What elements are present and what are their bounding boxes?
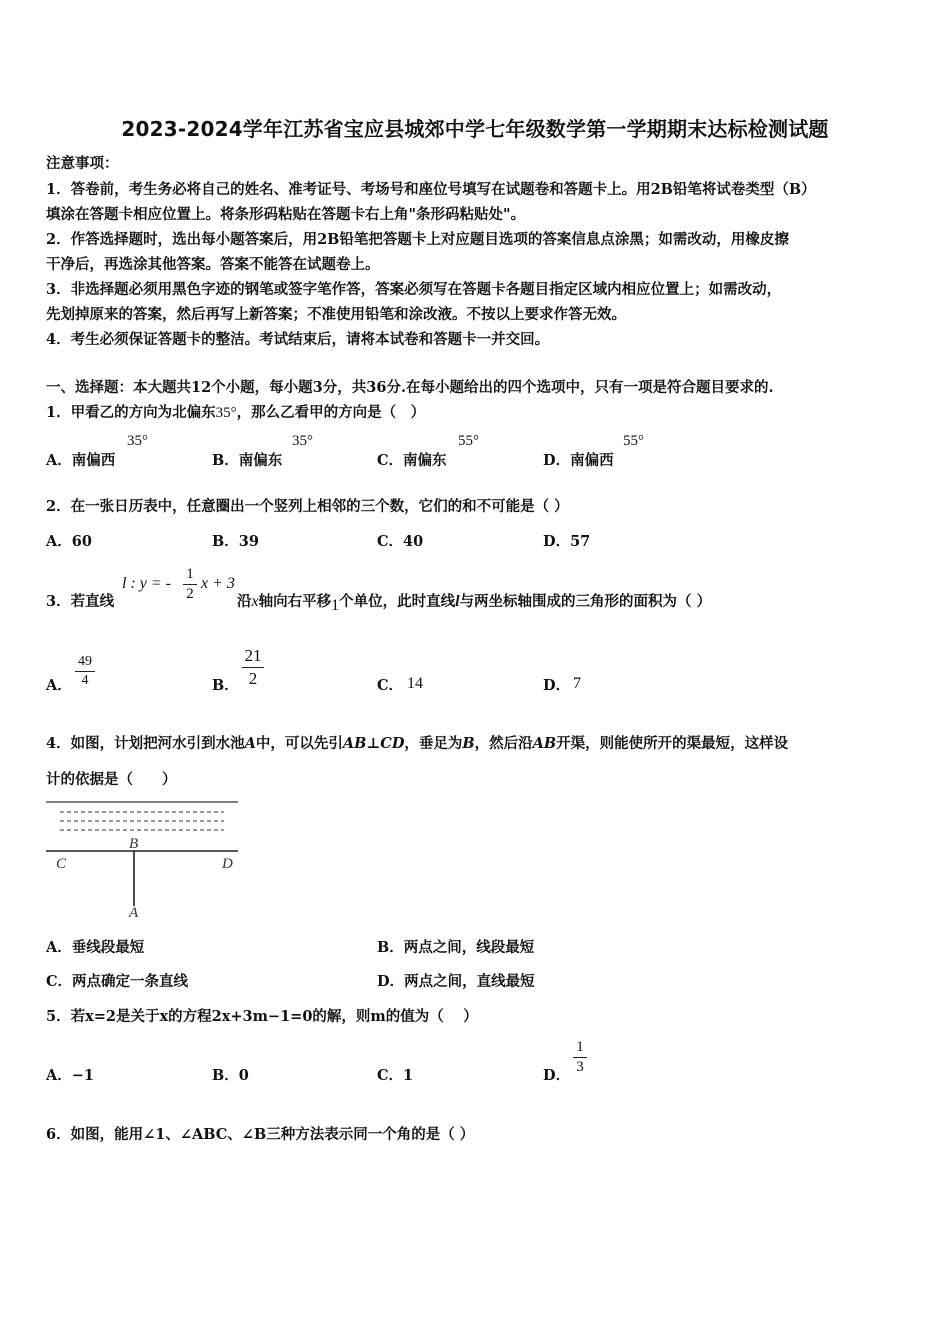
question-1-stem (46, 401, 425, 422)
q5-d-denominator: 3 (576, 1059, 584, 1075)
notice-heading: 注意事项： (46, 155, 119, 172)
q4-text: 开渠，则能使所开的渠最短，这样设 (556, 735, 789, 752)
fraction-bar (75, 671, 95, 672)
q5-option-d: D． (543, 1067, 571, 1084)
q5-option-d-fraction (573, 1039, 587, 1076)
q3-equation-left: l : y = - (122, 575, 171, 592)
q4-text: 中，可以先引 (255, 735, 343, 752)
q1-option-a: A．南偏西 (46, 452, 116, 469)
q4-option-a: A．垂线段最短 (46, 939, 145, 956)
q2-option-c: C．40 (377, 533, 424, 550)
q1-stem-degree: 35° (215, 405, 237, 421)
q4-var-a: A (244, 735, 256, 752)
q2-option-b: B．39 (212, 533, 259, 550)
label-d: D (222, 856, 233, 872)
q5-option-b: B．0 (212, 1067, 249, 1084)
q2-option-d: D．57 (543, 533, 591, 550)
q3-fraction-numerator: 1 (186, 566, 194, 582)
q1-option-d: D．南偏西 (543, 452, 614, 469)
fraction-bar (573, 1057, 587, 1058)
q3-text: 沿 (237, 593, 252, 610)
q3-shift-amount: 1 (331, 597, 340, 614)
q4-option-c: C．两点确定一条直线 (46, 973, 189, 990)
q3-stem-rest (237, 590, 712, 614)
q1-option-b-degree: 35° (292, 433, 313, 449)
question-6-stem: 6．如图，能用∠1、∠ABC、∠B三种方法表示同一个角的是（ ） (46, 1126, 475, 1143)
question-2-stem: 2．在一张日历表中，任意圈出一个竖列上相邻的三个数，它们的和不可能是（ ） (46, 498, 569, 515)
q3-option-c-value: 14 (407, 675, 423, 692)
label-a: A (129, 905, 139, 920)
q4-river-figure (44, 798, 240, 920)
q3-text: 个单位，此时直线 (339, 593, 456, 610)
notice-line: 3．非选择题必须用黑色字迹的钢笔或签字笔作答，答案必须写在答题卡各题目指定区域内相应位置上；如需改动， (46, 281, 782, 298)
q3-text: 轴向右平移 (258, 593, 332, 610)
q3-option-a: A． (46, 677, 72, 694)
q4-option-d: D．两点之间，直线最短 (377, 973, 535, 990)
q1-option-c-degree: 55° (458, 433, 479, 449)
q3-text: 与两坐标轴围成的三角形的面积为（ ） (459, 593, 712, 610)
q4-option-b: B．两点之间，线段最短 (377, 939, 535, 956)
notice-line: 填涂在答题卡相应位置上。将条形码粘贴在答题卡右上角"条形码粘贴处"。 (46, 206, 526, 223)
q4-var-ab: AB (532, 735, 557, 752)
notice-line: 先划掉原来的答案，然后再写上新答案；不准使用铅笔和涂改液。不按以上要求作答无效。 (46, 306, 626, 323)
q5-option-a: A．−1 (46, 1067, 94, 1084)
q3-b-denominator: 2 (248, 669, 258, 688)
section-heading: 一、选择题：本大题共12个小题，每小题3分，共36分.在每小题给出的四个选项中，只有一项是符合题目要求的. (46, 379, 774, 396)
q3-option-c: C． (377, 677, 404, 694)
notice-line: 4．考生必须保证答题卡的整洁。考试结束后，请将本试卷和答题卡一并交回。 (46, 331, 550, 348)
fraction-bar (183, 584, 197, 585)
q3-option-b-fraction (242, 646, 264, 689)
q3-equation-fraction (183, 566, 197, 603)
q4-perpendicular: AB⊥CD (342, 735, 405, 752)
q4-var-b: B (462, 735, 475, 752)
q1-stem-text-2: ，那么乙看甲的方向是（ ） (236, 404, 426, 421)
q1-stem-text: 1．甲看乙的方向为北偏东 (46, 404, 216, 421)
q3-var-x: x (251, 593, 259, 610)
q1-option-d-degree: 55° (623, 433, 644, 449)
q3-equation-right: x + 3 (201, 575, 235, 592)
q3-var-l: l (455, 593, 460, 610)
notice-line: 干净后，再选涂其他答案。答案不能答在试题卷上。 (46, 256, 380, 273)
label-c: C (56, 856, 67, 872)
q5-d-numerator: 1 (576, 1039, 584, 1055)
q3-option-a-fraction (75, 654, 95, 689)
notice-line: 1．答卷前，考生务必将自己的姓名、准考证号、考场号和座位号填写在试题卷和答题卡上。用2B铅笔将试卷类型（B） (46, 181, 816, 198)
q3-fraction-denominator: 2 (186, 586, 194, 602)
label-b: B (129, 836, 139, 852)
page-title: 2023-2024学年江苏省宝应县城郊中学七年级数学第一学期期末达标检测试题 (121, 117, 829, 141)
q4-text: ，然后沿 (474, 735, 533, 752)
q1-option-a-degree: 35° (127, 433, 148, 449)
q1-option-c: C．南偏东 (377, 452, 447, 469)
q3-option-d: D． (543, 677, 571, 694)
q2-option-a: A．60 (46, 533, 92, 550)
q3-option-d-value: 7 (573, 675, 581, 692)
figure-background (44, 798, 240, 920)
q3-option-b: B． (212, 677, 239, 694)
q4-text: ，垂足为 (404, 735, 463, 752)
q4-text: 4．如图，计划把河水引到水池 (46, 735, 245, 752)
q3-b-numerator: 21 (244, 646, 262, 665)
q3-stem-prefix: 3．若直线 (46, 593, 115, 610)
q3-a-numerator: 49 (78, 654, 92, 669)
question-5-stem: 5．若x=2是关于x的方程2x+3m−1=0的解，则m的值为（ ） (46, 1008, 478, 1025)
question-4-stem-line1 (46, 732, 788, 753)
q1-option-b: B．南偏东 (212, 452, 283, 469)
q5-option-c: C．1 (377, 1067, 414, 1084)
q3-a-denominator: 4 (81, 673, 89, 688)
fraction-bar (242, 667, 264, 668)
question-4-stem-line2: 计的依据是（ ） (46, 771, 177, 788)
notice-line: 2．作答选择题时，选出每小题答案后，用2B铅笔把答题卡上对应题目选项的答案信息点涂黑；如需改动，用橡皮擦 (46, 231, 789, 248)
